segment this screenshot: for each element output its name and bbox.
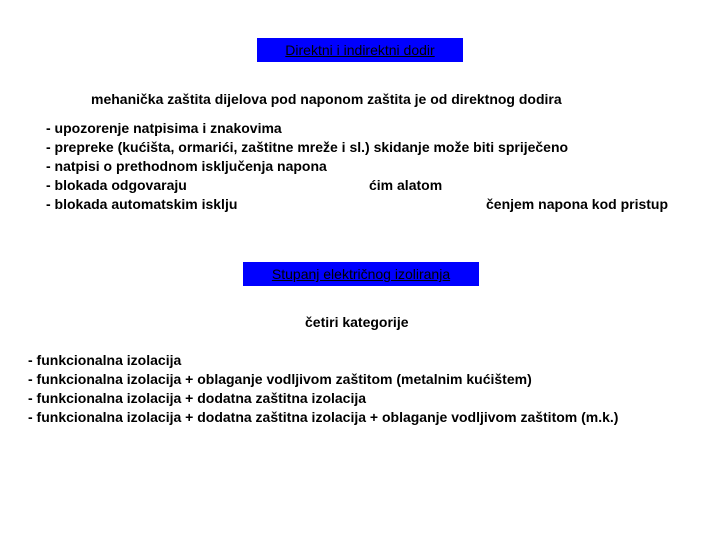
list-item-text: - funkcionalna izolacija + dodatna zaštitna izolacija — [28, 390, 367, 406]
list-item — [46, 138, 696, 157]
list-item-text: - funkcionalna izolacija + oblaganje vodljivom zaštitom (metalnim kućištem) — [28, 371, 532, 387]
list-item-text: - funkcionalna izolacija — [28, 352, 182, 368]
list-item-text: - funkcionalna izolacija + dodatna zaštitna izolacija + oblaganje vodljivom zaštitom (m.k.) — [28, 409, 619, 425]
list-item — [28, 389, 718, 408]
list-item — [28, 370, 718, 389]
list-item-text-end: ćim alatom — [369, 177, 443, 193]
list-item-text-start: - blokada automatskim isklju — [46, 196, 238, 212]
list-item — [46, 157, 696, 176]
section1-subtitle: mehanička zaštita dijelova pod naponom zaštita je od direktnog dodira — [91, 91, 562, 107]
section2-title-text: Stupanj električnog izoliranja — [271, 266, 451, 282]
list-item-text: - upozorenje natpisima i znakovima — [46, 120, 282, 136]
section2-list — [28, 351, 718, 427]
list-item-text: - prepreke (kućišta, ormarići, zaštitne mreže i sl.) skidanje može biti spriječeno — [46, 139, 569, 155]
list-item — [28, 351, 718, 370]
list-item — [46, 176, 696, 195]
list-item-text-end: čenjem napona kod pristup — [486, 196, 669, 212]
section1-title-text: Direktni i indirektni dodir — [285, 42, 435, 58]
list-item — [46, 195, 696, 214]
section2-subtitle: četiri kategorije — [305, 314, 409, 330]
list-item-text-start: - blokada odgovaraju — [46, 177, 187, 193]
section1-title — [257, 38, 463, 62]
section2-title — [243, 262, 479, 286]
list-item — [28, 408, 718, 427]
list-item-text: - natpisi o prethodnom isključenja napona — [46, 158, 327, 174]
section1-list — [46, 119, 696, 214]
list-item — [46, 119, 696, 138]
